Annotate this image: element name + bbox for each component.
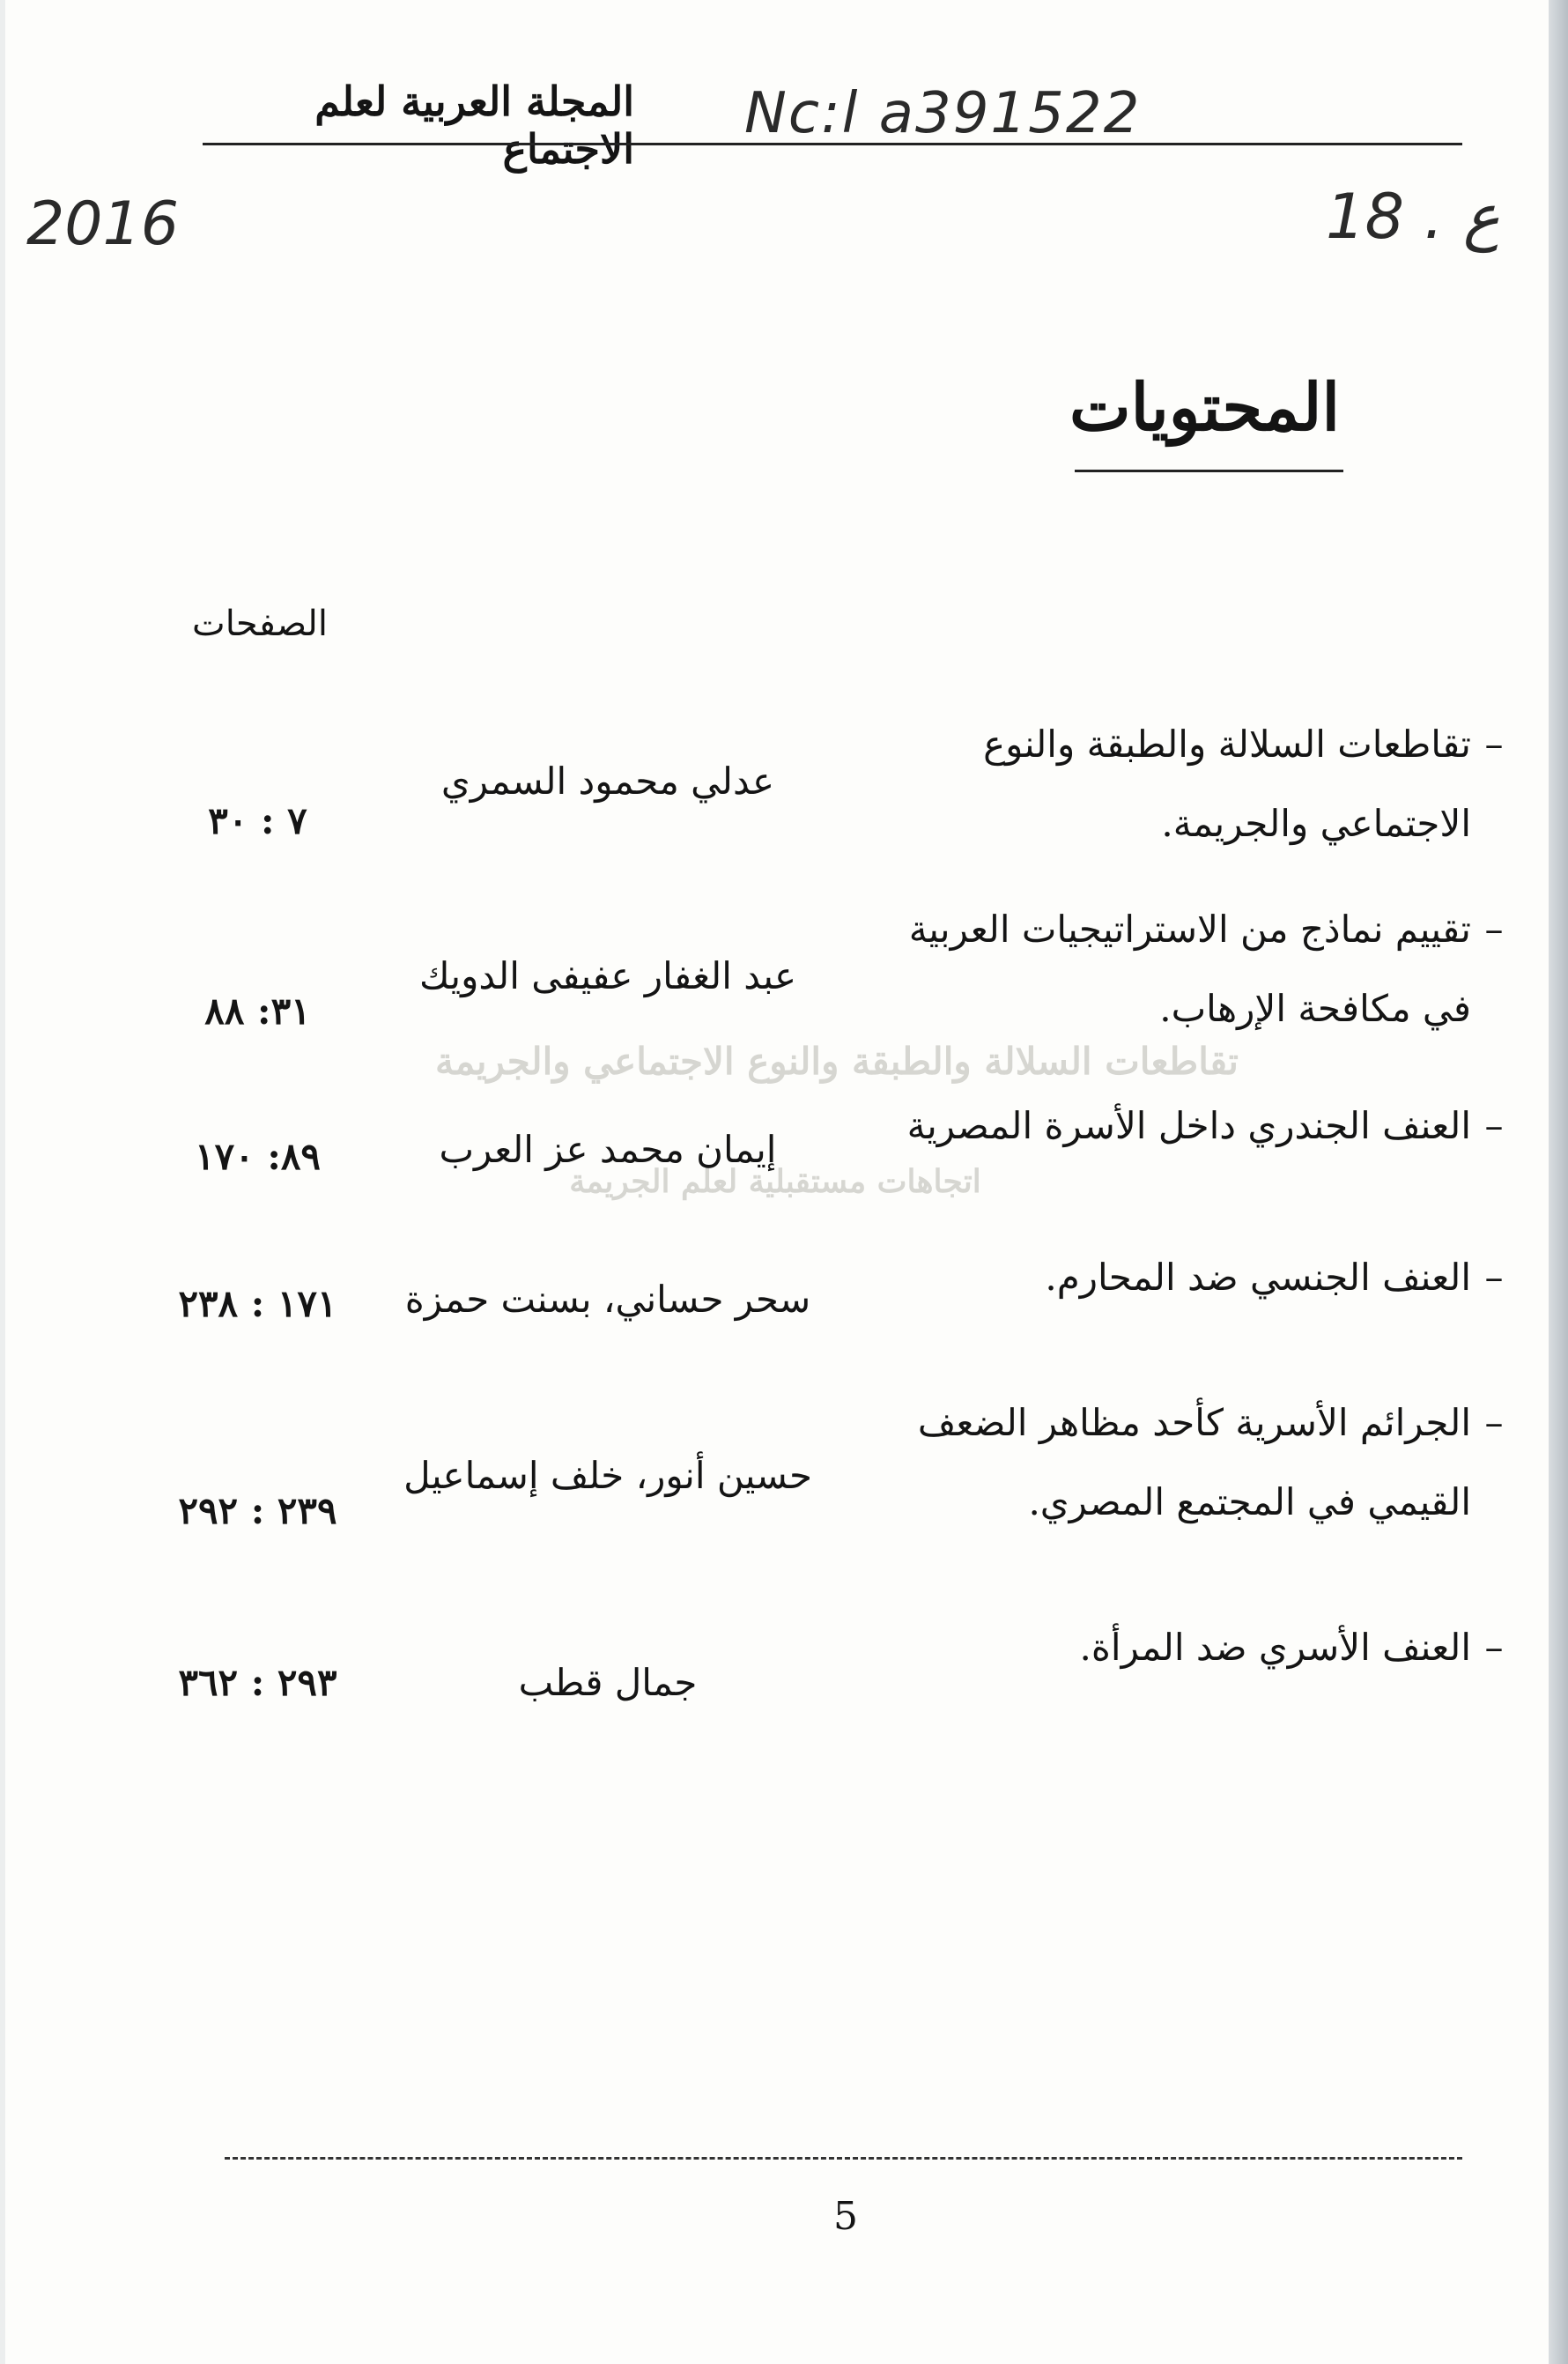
entry-pages: ١٧١ : ٢٣٨ [178, 1282, 337, 1325]
entry-author: حسين أنور، خلف إسماعيل [403, 1454, 812, 1497]
entry-author: سحر حساني، بسنت حمزة [404, 1278, 811, 1321]
entry-pages: ٨٩: ١٧٠ [195, 1135, 321, 1178]
journal-title: المجلة العربية لعلم الاجتماع [314, 78, 634, 173]
entry-title [876, 1086, 1510, 1166]
entry-dash: – [1484, 1626, 1504, 1669]
page-right-edge [1549, 0, 1568, 2364]
pages-column-label: الصفحات [192, 604, 328, 644]
entry-pages: ٢٩٣ : ٣٦٢ [178, 1661, 337, 1704]
entry-author: عبد الغفار عفيفى الدويك [419, 954, 796, 997]
entry-dash: – [1484, 1401, 1504, 1444]
entry-author: جمال قطب [518, 1661, 698, 1704]
handwritten-issue-mark: 18 . ع [1326, 181, 1500, 253]
page-number: 5 [833, 2194, 858, 2239]
entry-title [876, 890, 1510, 1049]
entry-dash: – [1484, 1104, 1504, 1147]
bleed-through-text: اتجاهات مستقبلية لعلم الجريمة [569, 1163, 981, 1200]
entry-title [876, 1383, 1510, 1542]
page-left-edge [0, 0, 5, 2364]
entry-dash: – [1484, 1256, 1504, 1299]
handwritten-catalog-code: Nc:l a391522 [744, 81, 1142, 146]
entry-dash: – [1484, 723, 1504, 766]
contents-title: المحتويات [1069, 370, 1341, 446]
entry-title-text: العنف الأسري ضد المرأة. [1079, 1626, 1471, 1669]
entry-author: إيمان محمد عز العرب [439, 1128, 777, 1171]
entry-title-text: تقييم نماذج من الاستراتيجيات العربية في مكافحة الإرهاب. [908, 908, 1471, 1030]
entry-title-text: الجرائم الأسرية كأحد مظاهر الضعف القيمي في المجتمع المصري. [917, 1401, 1471, 1523]
footer-dashed-rule [225, 2157, 1462, 2160]
entry-author: عدلي محمود السمري [440, 760, 775, 803]
entry-pages: ٢٣٩ : ٢٩٢ [178, 1489, 337, 1532]
entry-dash: – [1484, 908, 1504, 951]
entry-title-text: تقاطعات السلالة والطبقة والنوع الاجتماعي والجريمة. [983, 723, 1471, 845]
entry-title [876, 1238, 1510, 1317]
entry-title [876, 705, 1510, 863]
entry-pages: ٣١: ٨٨ [204, 989, 311, 1033]
handwritten-year: 2016 [26, 189, 180, 259]
entry-title-text: العنف الجنسي ضد المحارم. [1045, 1256, 1471, 1299]
entry-title [876, 1608, 1510, 1687]
bleed-through-text: تقاطعات السلالة والطبقة والنوع الاجتماعي والجريمة [435, 1040, 1239, 1083]
contents-title-underline [1075, 470, 1343, 472]
entry-pages: ٧ : ٣٠ [208, 799, 307, 842]
entry-title-text: العنف الجندري داخل الأسرة المصرية [906, 1104, 1471, 1147]
